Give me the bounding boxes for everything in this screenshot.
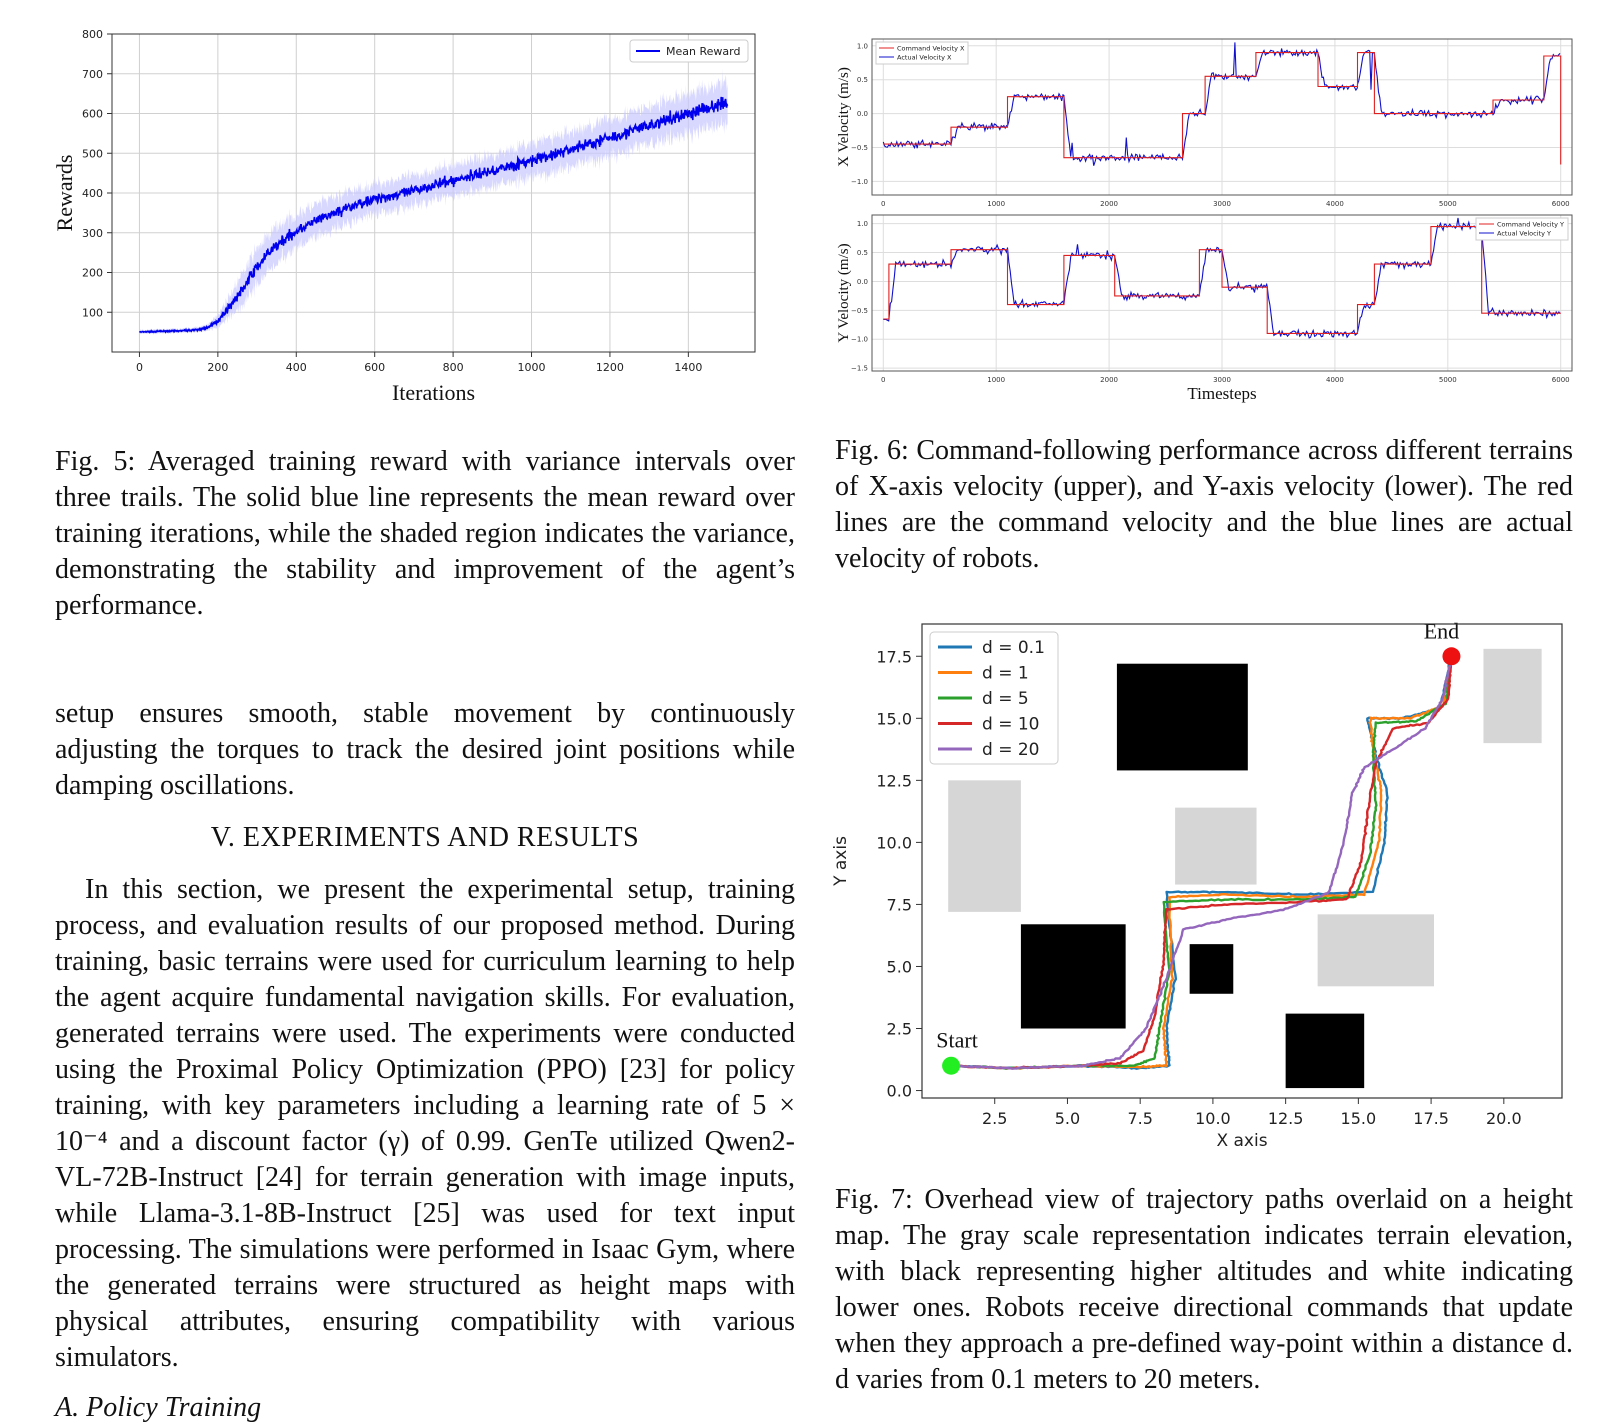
fig7-trajectory-chart [830, 600, 1590, 1160]
fig5-y-tick-label: 600 [82, 107, 103, 121]
fig6-upper-x-tick-label: 6000 [1551, 200, 1570, 208]
fig6-svg [830, 25, 1590, 425]
fig6-lower-y-tick-label: 1.0 [856, 220, 868, 229]
fig6-caption: Fig. 6: Command-following performance across different terrains of X-axis velocity (upper), and Y-axis velocity (lower). The red lines are the command velocity and the blue lines are actual velocity of robots. [835, 435, 1573, 574]
fig6-lower-x-tick-label: 1000 [987, 376, 1006, 384]
fig6-upper-legend-label: Command Velocity X [897, 44, 965, 53]
fig6-lower-legend-label: Actual Velocity Y [1497, 229, 1551, 238]
fig6-lower-legend-label: Command Velocity Y [1497, 220, 1565, 229]
subsection-title: A. Policy Training [55, 1392, 262, 1423]
fig6-lower-y-tick-label: −1.5 [851, 364, 868, 373]
fig7-y-tick-label: 0.0 [886, 1081, 912, 1101]
fig7-x-tick-label: 12.5 [1267, 1109, 1304, 1128]
fig7-y-tick-label: 2.5 [886, 1019, 912, 1039]
fig7-legend-label: d = 20 [982, 740, 1040, 760]
fig6-upper-y-tick-label: 0.0 [856, 110, 868, 119]
fig5-y-tick-label: 800 [82, 28, 103, 41]
fig5-y-tick-label: 700 [82, 67, 103, 81]
fig7-x-tick-label: 10.0 [1195, 1109, 1231, 1128]
fig7-high-terrain-block [1021, 924, 1126, 1028]
fig7-low-terrain-block [948, 780, 1021, 912]
fig6-upper-y-tick-label: −0.5 [851, 144, 868, 153]
fig7-low-terrain-block [1483, 649, 1541, 743]
fig6-lower-x-tick-label: 6000 [1551, 376, 1570, 384]
fig6-upper-x-tick-label: 0 [881, 200, 886, 208]
fig5-x-tick-label: 1200 [595, 361, 624, 374]
fig7-high-terrain-block [1190, 944, 1234, 994]
fig6-lower-y-axis-label: Y Velocity (m/s) [836, 243, 852, 343]
fig5-svg [40, 20, 800, 420]
fig5-reward-chart [40, 20, 800, 420]
fig7-y-tick-label: 17.5 [876, 647, 912, 667]
fig5-y-tick-label: 100 [82, 306, 103, 320]
fig7-legend-label: d = 5 [982, 689, 1029, 709]
fig6-lower-y-tick-label: −0.5 [851, 306, 868, 315]
fig7-legend-label: d = 0.1 [982, 638, 1045, 658]
fig6-upper-x-tick-label: 4000 [1325, 200, 1344, 208]
fig5-x-tick-label: 600 [364, 361, 386, 374]
body-paragraph-setup: setup ensures smooth, stable movement by continuously adjusting the torques to track the desired joint positions while damping oscillations. [55, 698, 795, 801]
fig6-lower-y-tick-label: 0.5 [856, 249, 868, 258]
fig6-lower-y-tick-label: −1.0 [851, 335, 868, 344]
fig6-upper-y-axis-label: X Velocity (m/s) [836, 67, 852, 167]
fig7-legend-label: d = 10 [982, 714, 1040, 735]
fig6-lower-x-tick-label: 0 [881, 376, 886, 384]
fig7-y-axis-label: Y axis [831, 836, 851, 886]
fig7-x-tick-label: 17.5 [1413, 1109, 1449, 1128]
fig7-end-marker [1442, 647, 1460, 665]
fig5-legend-label: Mean Reward [666, 45, 741, 58]
fig6-upper-x-tick-label: 5000 [1438, 200, 1457, 208]
fig5-x-tick-label: 400 [285, 361, 307, 374]
fig6-lower-y-tick-label: 0.0 [856, 277, 868, 286]
fig7-start-marker [942, 1057, 960, 1075]
fig7-y-tick-label: 10.0 [876, 833, 912, 853]
fig6-lower-x-tick-label: 4000 [1325, 376, 1344, 384]
fig7-high-terrain-block [1117, 664, 1248, 771]
fig6-lower-x-tick-label: 2000 [1100, 376, 1119, 384]
fig5-x-tick-label: 0 [135, 361, 143, 374]
body-paragraph-experiments: In this section, we present the experimental setup, training process, and evaluation results of our proposed method. During training, basic terrains were used for curriculum learning to help the agent acquire fundamental navigation skills. For evaluation, generated terrains were used. The experiments were conducted using the Proximal Policy Optimization (PPO) [23] for policy training, with key parameters including a learning rate of 5 × 10⁻⁴ and a discount factor (γ) of 0.99. GenTe utilized Qwen2-VL-72B-Instruct [24] for terrain generation with image inputs, while Llama-3.1-8B-Instruct [25] was used for text input processing. The simulations were performed in Isaac Gym, where the generated terrains were structured as height maps with physical attributes, ensuring compatibility with various simulators. [55, 874, 795, 1373]
fig6-upper-y-tick-label: −1.0 [851, 177, 868, 186]
fig6-upper-legend-label: Actual Velocity X [897, 53, 952, 62]
fig7-y-tick-label: 7.5 [886, 895, 912, 915]
fig5-y-tick-label: 400 [82, 187, 103, 200]
fig7-legend-label: d = 1 [982, 663, 1029, 684]
fig7-low-terrain-block [1318, 914, 1434, 986]
fig7-end-label: End [1423, 618, 1460, 644]
fig7-x-tick-label: 15.0 [1340, 1109, 1377, 1128]
fig5-x-tick-label: 1000 [517, 361, 546, 374]
fig5-x-tick-label: 200 [207, 361, 229, 374]
fig6-upper-x-tick-label: 2000 [1100, 200, 1119, 208]
fig7-start-label: Start [936, 1027, 978, 1053]
fig6-lower-x-tick-label: 3000 [1213, 376, 1231, 384]
fig7-legend [930, 632, 1058, 764]
fig6-upper-x-tick-label: 3000 [1213, 200, 1231, 208]
fig7-high-terrain-block [1286, 1014, 1365, 1088]
fig5-y-tick-label: 500 [82, 147, 103, 161]
fig7-low-terrain-block [1175, 808, 1256, 885]
fig5-x-tick-label: 800 [442, 361, 464, 374]
fig6-velocity-charts [830, 25, 1590, 425]
fig6-lower-legend [1476, 218, 1568, 240]
fig7-x-tick-label: 2.5 [982, 1109, 1008, 1128]
fig5-y-tick-label: 200 [82, 266, 103, 280]
fig7-x-tick-label: 7.5 [1127, 1109, 1153, 1128]
fig7-x-tick-label: 5.0 [1054, 1109, 1081, 1128]
fig5-x-axis-label: Iterations [391, 380, 476, 405]
fig5-y-axis-label: Rewards [52, 154, 77, 232]
fig7-caption: Fig. 7: Overhead view of trajectory paths overlaid on a height map. The gray scale representation indicates terrain elevation, with black representing higher altitudes and white indicating lower ones. Robots receive directional commands that update when they approach a pre-defined way-point within a distance d. d varies from 0.1 meters to 20 meters. [835, 1184, 1573, 1395]
fig5-y-tick-label: 300 [82, 226, 103, 240]
fig6-upper-legend [876, 42, 968, 64]
fig6-upper-x-tick-label: 1000 [987, 200, 1006, 208]
fig7-x-tick-label: 20.0 [1486, 1109, 1522, 1128]
fig7-svg [830, 600, 1590, 1160]
fig6-upper-y-tick-label: 1.0 [856, 42, 868, 51]
fig7-y-tick-label: 5.0 [886, 957, 912, 977]
section-title: V. EXPERIMENTS AND RESULTS [210, 822, 640, 853]
fig7-x-axis-label: X axis [1216, 1131, 1268, 1151]
fig7-y-tick-label: 12.5 [876, 771, 912, 791]
fig5-caption: Fig. 5: Averaged training reward with variance intervals over three trails. The solid blue line represents the mean reward over training iterations, while the shaded region indicates the variance, demonstrating the stability and improvement of the agent’s performance. [55, 446, 795, 621]
fig6-lower-x-tick-label: 5000 [1438, 376, 1457, 384]
fig5-legend [630, 40, 748, 62]
fig7-y-tick-label: 15.0 [876, 709, 912, 729]
fig6-x-axis-label: Timesteps [1187, 384, 1257, 403]
fig6-upper-y-tick-label: 0.5 [856, 76, 868, 85]
fig5-x-tick-label: 1400 [674, 361, 703, 374]
